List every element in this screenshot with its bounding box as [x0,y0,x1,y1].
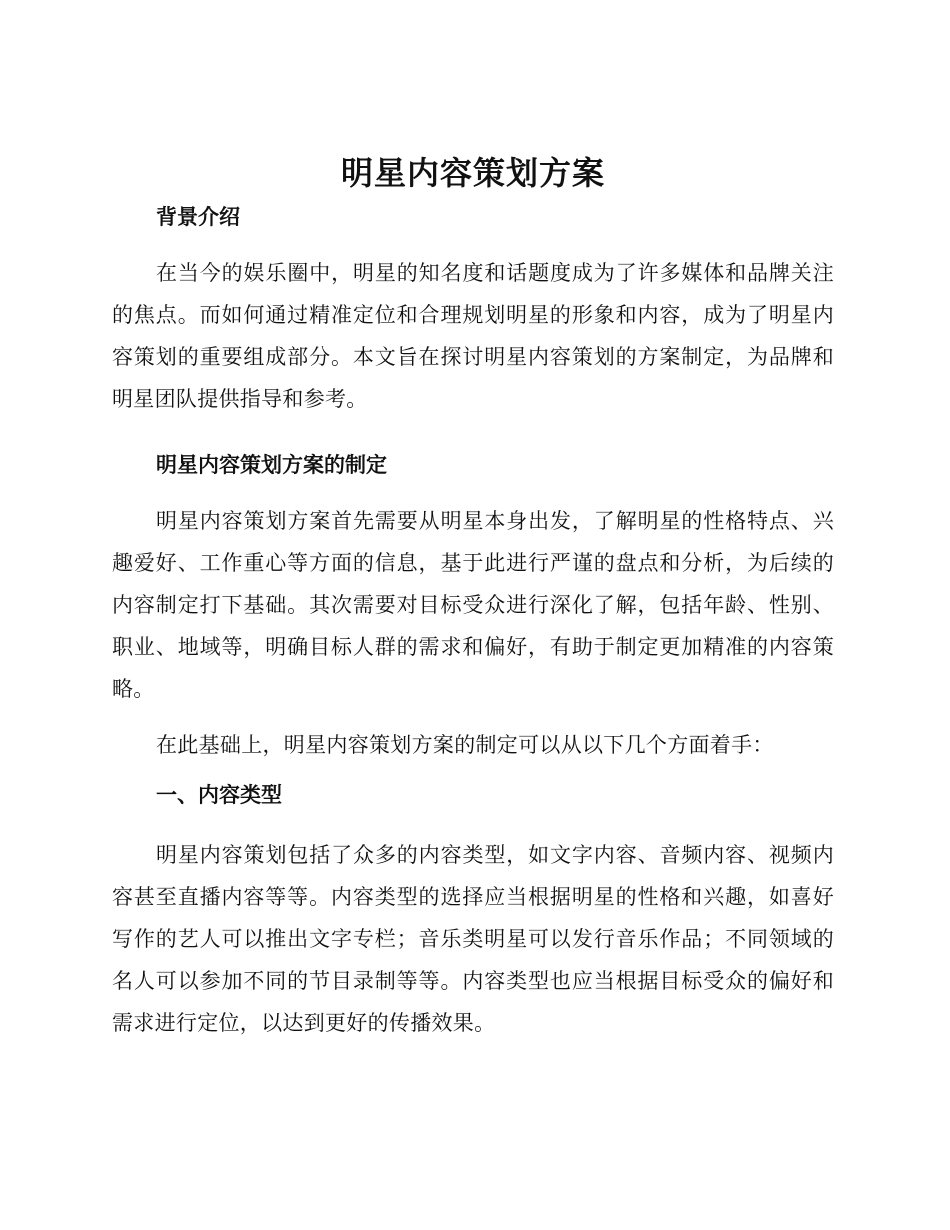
document-body [112,150,834,1044]
paragraph-background: 在当今的娱乐圈中，明星的知名度和话题度成为了许多媒体和品牌关注的焦点。而如何通过精准定位和合理规划明星的形象和内容，成为了明星内容策划的重要组成部分。本文旨在探讨明星内容策划的方案制定，为品牌和明星团队提供指导和参考。 [112,261,834,411]
section-heading-background: 背景介绍 [156,205,240,229]
paragraph-plan-aspects: 在此基础上，明星内容策划方案的制定可以从以下几个方面着手： [156,733,774,757]
paragraph-content-type: 明星内容策划包括了众多的内容类型，如文字内容、音频内容、视频内容甚至直播内容等等。内容类型的选择应当根据明星的性格和兴趣，如喜好写作的艺人可以推出文字专栏；音乐类明星可以发行音乐作品；不同领域的名人可以参加不同的节目录制等等。内容类型也应当根据目标受众的偏好和需求进行定位，以达到更好的传播效果。 [112,843,834,1035]
section-heading-plan: 明星内容策划方案的制定 [156,453,387,477]
paragraph-plan-intro: 明星内容策划方案首先需要从明星本身出发，了解明星的性格特点、兴趣爱好、工作重心等方面的信息，基于此进行严谨的盘点和分析，为后续的内容制定打下基础。其次需要对目标受众进行深化了解，包括年龄、性别、职业、地域等，明确目标人群的需求和偏好，有助于制定更加精准的内容策略。 [112,509,834,701]
section-heading-content-type: 一、内容类型 [156,783,282,807]
document-title: 明星内容策划方案 [340,154,605,192]
